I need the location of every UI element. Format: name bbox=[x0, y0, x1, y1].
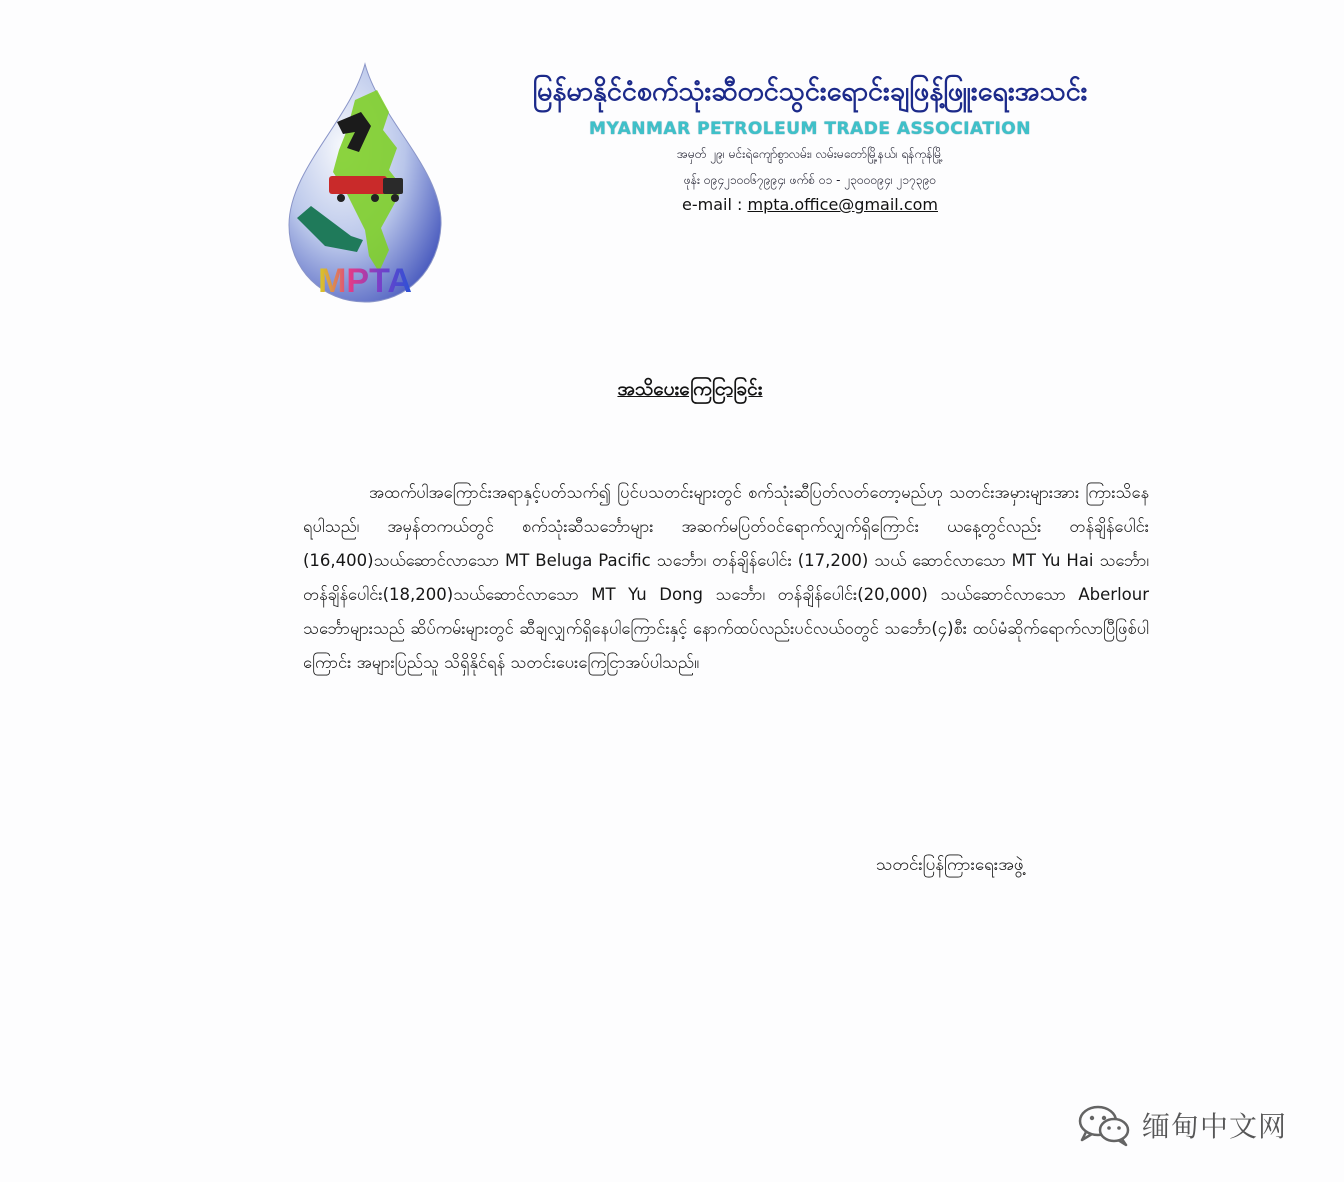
mpta-logo bbox=[285, 60, 445, 305]
letterhead bbox=[500, 70, 1120, 218]
watermark bbox=[1076, 1100, 1316, 1150]
org-email bbox=[500, 192, 1120, 218]
org-name-english: MYANMAR PETROLEUM TRADE ASSOCIATION bbox=[589, 119, 1031, 139]
document-body: အထက်ပါအကြောင်းအရာနှင့်ပတ်သက်၍ ပြင်ပသတင်းများတွင် စက်သုံးဆီပြတ်လတ်တော့မည်ဟု သတင်းအမှားများအား ကြားသိနေရပါသည်၊ အမှန်တကယ်တွင် စက်သုံးဆီသင်္ဘောများ အဆက်မပြတ်ဝင်ရောက်လျှက်ရှိကြောင်း ယနေ့တွင်လည်း တန်ချိန်ပေါင်း (16,400)သယ်ဆောင်လာသော MT Beluga Pacific သင်္ဘော၊ တန်ချိန်ပေါင်း (17,200) သယ် ဆောင်လာသော MT Yu Hai သင်္ဘော၊ တန်ချိန်ပေါင်း(18,200)သယ်ဆောင်လာသော MT Yu Dong သင်္ဘော၊ တန်ချိန်ပေါင်း(20,000) သယ်ဆောင်လာသော Aberlour သင်္ဘောများသည် ဆိပ်ကမ်းများတွင် ဆီချလျှက်ရှိနေပါကြောင်းနှင့် နောက်ထပ်လည်းပင်လယ်ဝတွင် သင်္ဘော(၄)စီး ထပ်မံဆိုက်ရောက်လာပြီဖြစ်ပါကြောင်း အများပြည်သူ သိရှိနိုင်ရန် သတင်းပေးကြေငြာအပ်ပါသည်။ bbox=[303, 483, 1149, 672]
org-name-myanmar: မြန်မာနိုင်ငံစက်သုံးဆီတင်သွင်းရောင်းချဖြန့်ဖြူးရေးအသင်း bbox=[532, 76, 1088, 107]
watermark-text: 缅甸中文网 bbox=[1142, 1110, 1288, 1143]
org-address-line1: အမှတ် ၂၉၊ မင်းရဲကျော်စွာလမ်း၊ လမ်းမတော်မြို့နယ်၊ ရန်ကုန်မြို့ bbox=[676, 147, 944, 161]
signature: သတင်းပြန်ကြားရေးအဖွဲ့ bbox=[876, 855, 1024, 875]
wechat-icon bbox=[1076, 1103, 1132, 1147]
org-address-line2: ဖုန်း ၀၉၄၂၁၀၀၆၇၉၉၄၊ ဖက်စ် ၀၁ - ၂၃၀၀၀၉၄၊ ၂၁၇၃၉၀ bbox=[683, 173, 937, 187]
document-title: အသိပေးကြေငြာခြင်း bbox=[617, 378, 763, 400]
logo-text: MPTA bbox=[318, 262, 412, 300]
email-link[interactable]: mpta.office@gmail.com bbox=[747, 195, 938, 214]
email-label: e-mail : bbox=[682, 195, 748, 214]
